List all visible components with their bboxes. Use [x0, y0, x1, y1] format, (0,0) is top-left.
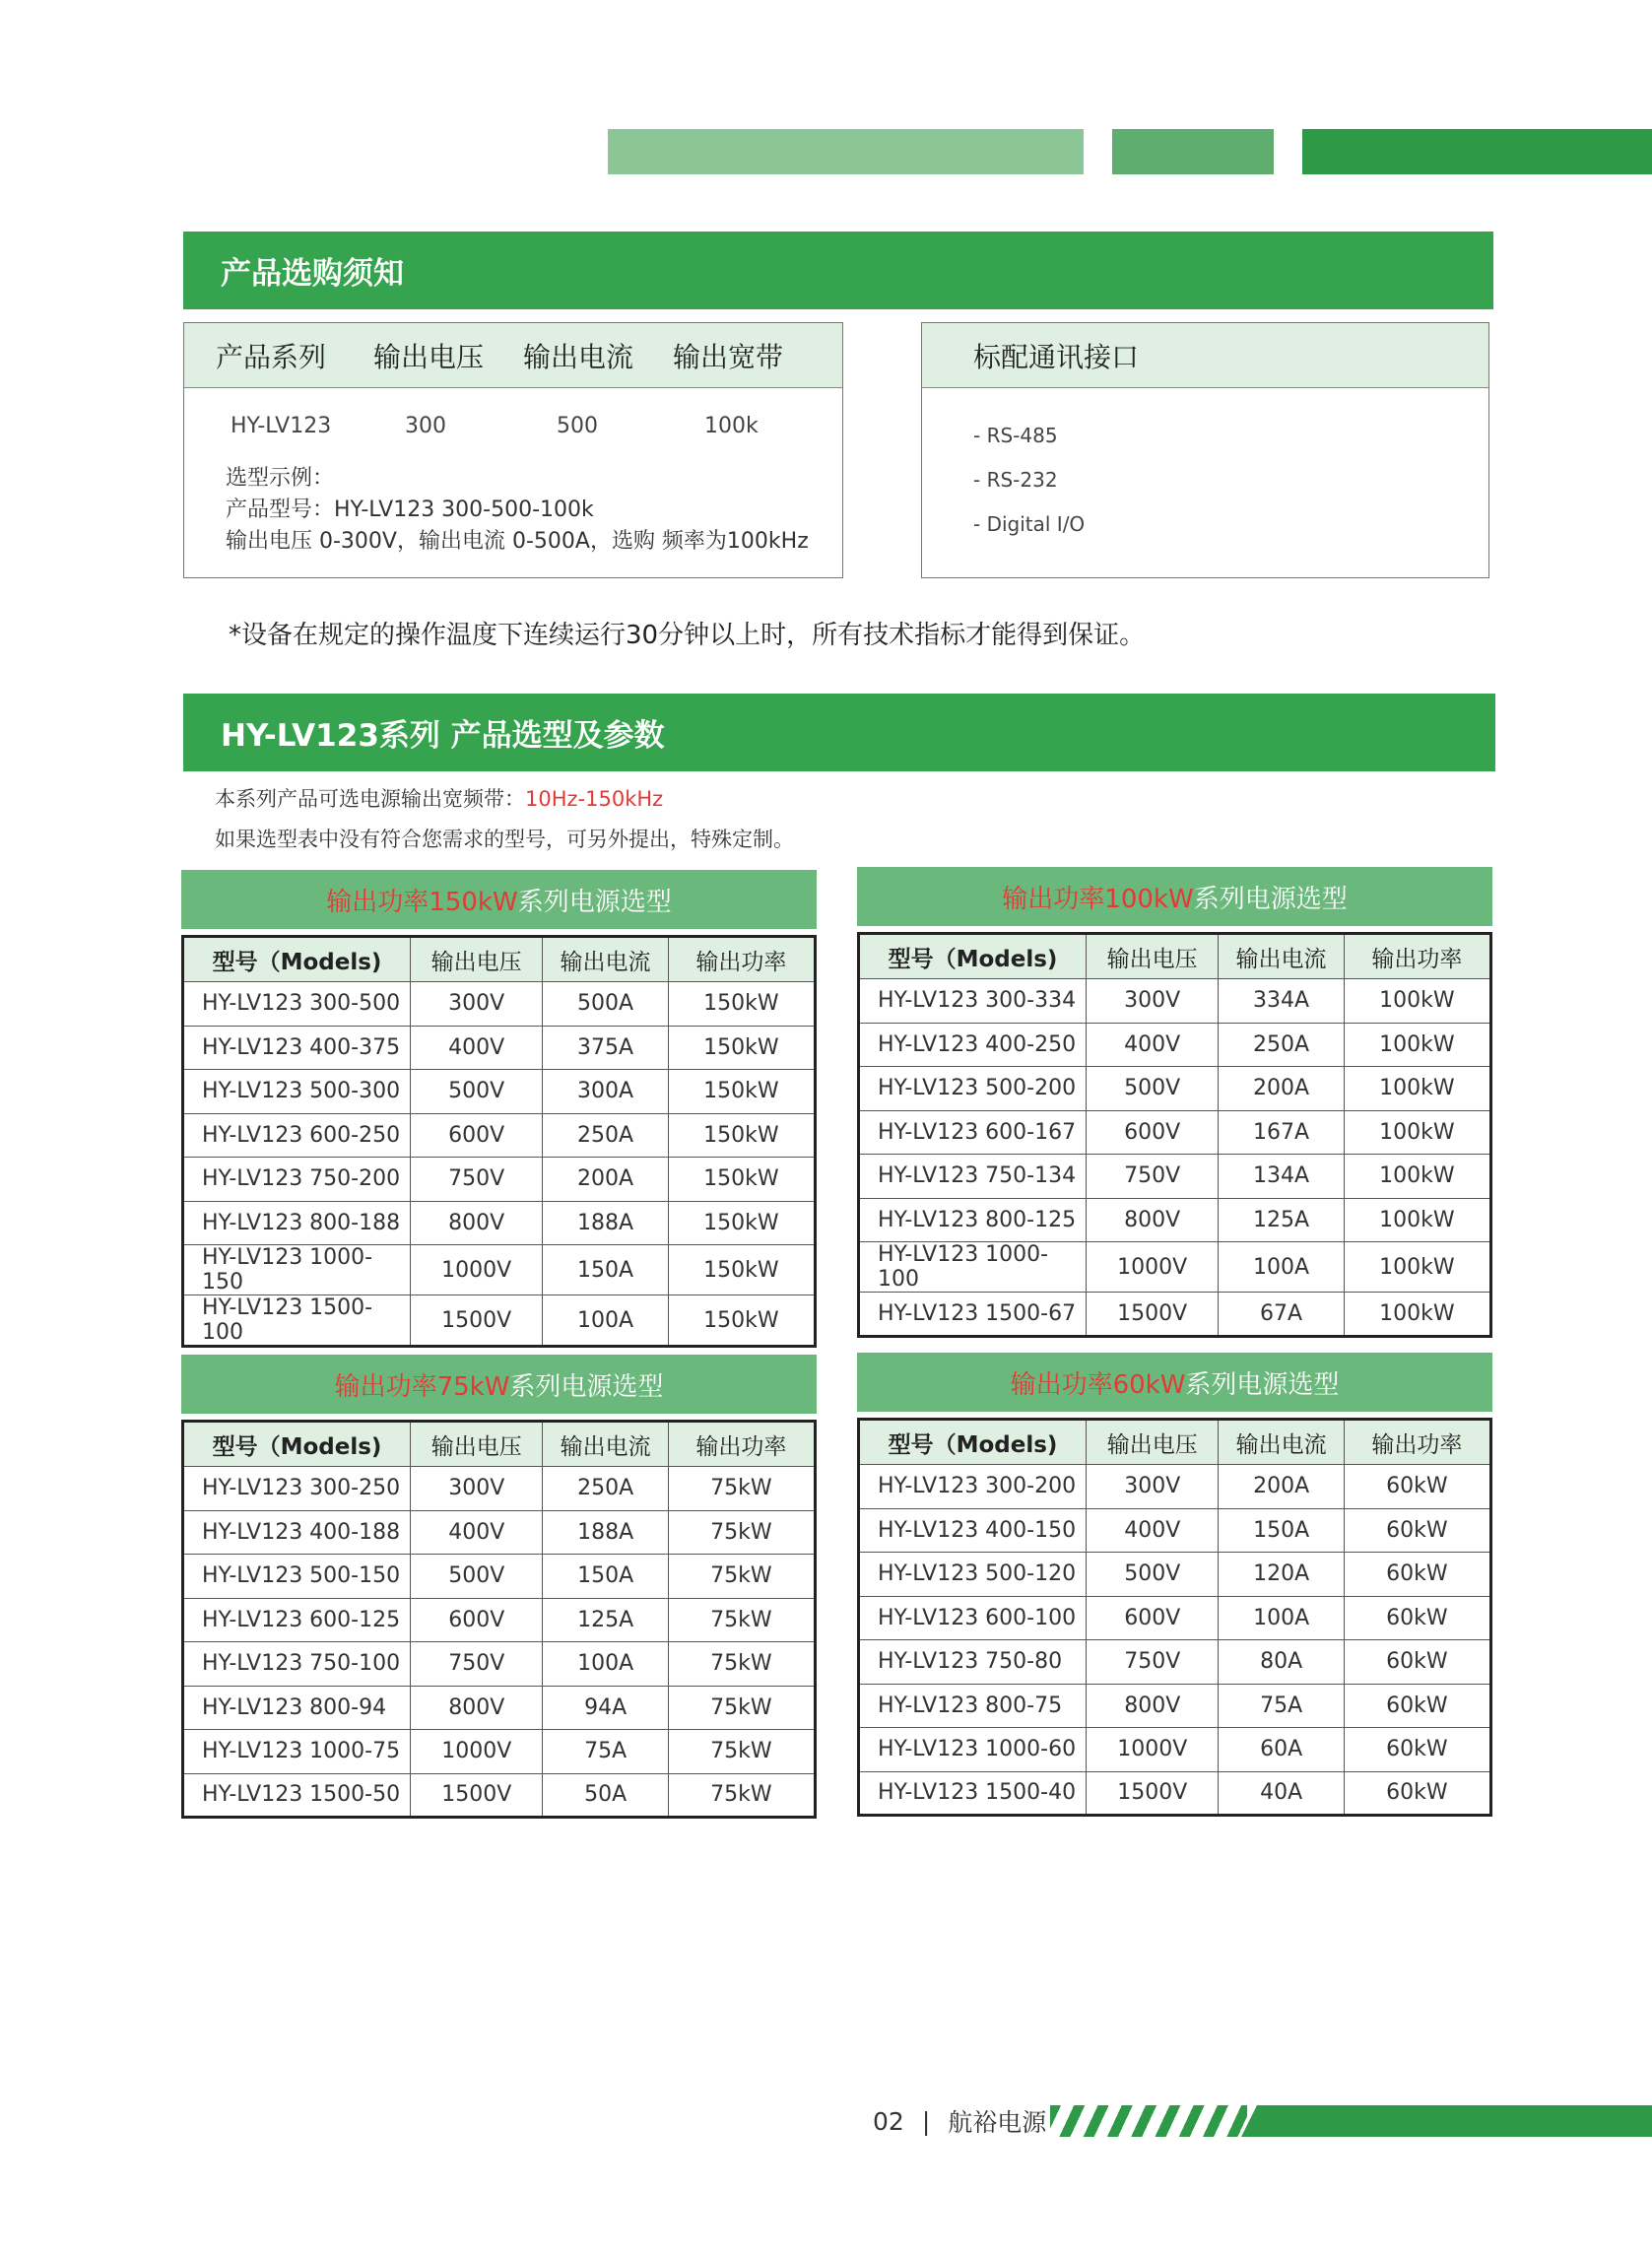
model-cell: HY-LV123 600-100	[859, 1596, 1087, 1640]
purchase-info-box	[183, 322, 843, 578]
selection-table-block	[857, 1353, 1492, 1817]
power-cell: 150kW	[668, 1245, 815, 1295]
power-cell: 100kW	[1344, 1242, 1490, 1293]
caption-series: 系列电源选型	[1193, 884, 1348, 914]
voltage-cell: 1000V	[411, 1730, 543, 1774]
table-row	[859, 1155, 1491, 1199]
power-cell: 75kW	[668, 1642, 815, 1687]
caption-power: 输出功率150kW	[326, 887, 518, 917]
selection-table	[181, 1420, 817, 1819]
current-cell: 60A	[1219, 1728, 1344, 1772]
table-row	[859, 1596, 1491, 1640]
power-cell: 100kW	[1344, 1023, 1490, 1067]
table-caption	[181, 870, 817, 929]
power-cell: 100kW	[1344, 1293, 1490, 1337]
table-caption	[857, 867, 1492, 926]
current-cell: 80A	[1219, 1640, 1344, 1685]
selection-example	[226, 463, 809, 558]
voltage-cell: 300V	[410, 982, 542, 1027]
model-cell: HY-LV123 750-200	[183, 1158, 411, 1202]
voltage-cell: 300V	[1086, 979, 1218, 1024]
current-cell: 500A	[543, 982, 668, 1027]
power-cell: 150kW	[668, 982, 815, 1027]
comm-item: - RS-485	[973, 424, 1058, 447]
decor-bar-dark	[1302, 129, 1652, 174]
table-header-row	[859, 934, 1491, 979]
column-header: 输出电流	[543, 1422, 668, 1467]
comm-interface-box	[921, 322, 1489, 578]
table-row	[183, 1510, 816, 1555]
table-row	[183, 1158, 816, 1202]
voltage-cell: 600V	[1086, 1110, 1218, 1155]
power-cell: 75kW	[668, 1686, 815, 1730]
current-cell: 134A	[1219, 1155, 1344, 1199]
caption-series: 系列电源选型	[1185, 1369, 1340, 1400]
table-row	[859, 979, 1491, 1024]
table-row	[183, 1467, 816, 1511]
voltage-cell: 1500V	[410, 1295, 542, 1347]
voltage-cell: 300V	[1087, 1465, 1219, 1509]
table-row	[183, 1686, 816, 1730]
model-cell: HY-LV123 1500-40	[859, 1771, 1087, 1816]
power-cell: 60kW	[1344, 1640, 1490, 1685]
voltage-cell: 400V	[1086, 1023, 1218, 1067]
power-cell: 60kW	[1344, 1771, 1490, 1816]
power-cell: 60kW	[1344, 1508, 1490, 1553]
table-row	[859, 1508, 1491, 1553]
section-title-purchase: 产品选购须知	[183, 232, 1493, 309]
model-cell: HY-LV123 600-167	[859, 1110, 1087, 1155]
model-cell: HY-LV123 600-250	[183, 1113, 411, 1158]
current-cell: 150A	[543, 1555, 668, 1599]
table-row	[859, 1110, 1491, 1155]
model-cell: HY-LV123 500-150	[183, 1555, 411, 1599]
comm-list	[973, 424, 1085, 557]
model-cell: HY-LV123 1000-60	[859, 1728, 1087, 1772]
voltage-cell: 750V	[411, 1642, 543, 1687]
column-header: 输出电流	[1219, 1420, 1344, 1465]
table-row	[183, 1555, 816, 1599]
table-row	[183, 1295, 816, 1347]
model-cell: HY-LV123 800-188	[183, 1201, 411, 1245]
table-row	[859, 1023, 1491, 1067]
value-bandwidth: 100k	[704, 414, 759, 438]
current-cell: 100A	[543, 1295, 668, 1347]
voltage-cell: 400V	[410, 1026, 542, 1070]
example-line: 选型示例：	[226, 466, 335, 491]
intro-bandwidth-range: 10Hz-150kHz	[525, 787, 664, 811]
current-cell: 300A	[543, 1070, 668, 1114]
model-cell: HY-LV123 1000-100	[859, 1242, 1087, 1293]
voltage-cell: 750V	[1087, 1640, 1219, 1685]
intro-bandwidth	[215, 783, 663, 813]
example-line: 产品型号：HY-LV123 300-500-100k	[226, 498, 594, 522]
power-cell: 75kW	[668, 1730, 815, 1774]
caption-power: 输出功率60kW	[1010, 1369, 1186, 1400]
decor-bar-light	[608, 129, 1084, 174]
current-cell: 67A	[1219, 1293, 1344, 1337]
caption-series: 系列电源选型	[509, 1371, 664, 1402]
table-row	[859, 1728, 1491, 1772]
current-cell: 167A	[1219, 1110, 1344, 1155]
section-title-selection: HY-LV123系列 产品选型及参数	[183, 694, 1495, 771]
operating-note: *设备在规定的操作温度下连续运行30分钟以上时，所有技术指标才能得到保证。	[229, 621, 1146, 650]
model-cell: HY-LV123 500-120	[859, 1553, 1087, 1597]
footer-brand: 航裕电源	[948, 2108, 1047, 2137]
selection-table	[181, 935, 817, 1348]
column-header: 输出功率	[1344, 934, 1490, 979]
current-cell: 125A	[1219, 1198, 1344, 1242]
column-header: 型号（Models)	[183, 937, 411, 982]
column-header: 输出电压	[411, 1422, 543, 1467]
current-cell: 75A	[1219, 1684, 1344, 1728]
table-row	[183, 1026, 816, 1070]
table-row	[183, 1245, 816, 1295]
column-header: 输出功率	[668, 1422, 815, 1467]
power-cell: 60kW	[1344, 1553, 1490, 1597]
table-header-row	[183, 937, 816, 982]
column-header: 输出电压	[1087, 1420, 1219, 1465]
power-cell: 60kW	[1344, 1684, 1490, 1728]
current-cell: 250A	[543, 1113, 668, 1158]
model-cell: HY-LV123 300-250	[183, 1467, 411, 1511]
column-header: 输出电流	[1219, 934, 1344, 979]
current-cell: 50A	[543, 1773, 668, 1818]
table-caption	[857, 1353, 1492, 1412]
selection-table-block	[181, 1355, 817, 1819]
current-cell: 75A	[543, 1730, 668, 1774]
column-header: 型号（Models)	[859, 934, 1087, 979]
model-cell: HY-LV123 1000-150	[183, 1245, 411, 1295]
table-row	[859, 1553, 1491, 1597]
current-cell: 125A	[543, 1598, 668, 1642]
footer-bar	[1241, 2105, 1652, 2137]
current-cell: 250A	[1219, 1023, 1344, 1067]
table-caption	[181, 1355, 817, 1414]
model-cell: HY-LV123 600-125	[183, 1598, 411, 1642]
model-cell: HY-LV123 500-300	[183, 1070, 411, 1114]
current-cell: 94A	[543, 1686, 668, 1730]
voltage-cell: 1500V	[1086, 1293, 1218, 1337]
purchase-header-row	[184, 323, 842, 388]
voltage-cell: 1500V	[411, 1773, 543, 1818]
voltage-cell: 1000V	[1086, 1242, 1218, 1293]
selection-table-block	[181, 870, 817, 1348]
caption-series: 系列电源选型	[517, 887, 672, 917]
current-cell: 200A	[1219, 1067, 1344, 1111]
table-row	[183, 1201, 816, 1245]
power-cell: 150kW	[668, 1295, 815, 1347]
current-cell: 120A	[1219, 1553, 1344, 1597]
voltage-cell: 1000V	[410, 1245, 542, 1295]
power-cell: 100kW	[1344, 979, 1490, 1024]
decor-bar-mid	[1112, 129, 1274, 174]
power-cell: 150kW	[668, 1113, 815, 1158]
model-cell: HY-LV123 300-500	[183, 982, 411, 1027]
voltage-cell: 500V	[1086, 1067, 1218, 1111]
column-header: 输出功率	[668, 937, 815, 982]
model-cell: HY-LV123 400-375	[183, 1026, 411, 1070]
current-cell: 100A	[543, 1642, 668, 1687]
table-row	[859, 1067, 1491, 1111]
value-series: HY-LV123	[231, 414, 332, 438]
comm-title: 标配通讯接口	[922, 323, 1488, 388]
current-cell: 100A	[1219, 1242, 1344, 1293]
power-cell: 100kW	[1344, 1155, 1490, 1199]
table-row	[183, 1113, 816, 1158]
voltage-cell: 400V	[1087, 1508, 1219, 1553]
voltage-cell: 500V	[1087, 1553, 1219, 1597]
voltage-cell: 750V	[1086, 1155, 1218, 1199]
footer	[873, 2103, 1046, 2139]
footer-separator: |	[921, 2106, 931, 2136]
header-bandwidth: 输出宽带	[673, 340, 784, 373]
power-cell: 150kW	[668, 1026, 815, 1070]
current-cell: 188A	[543, 1510, 668, 1555]
power-cell: 150kW	[668, 1070, 815, 1114]
model-cell: HY-LV123 400-188	[183, 1510, 411, 1555]
model-cell: HY-LV123 1000-75	[183, 1730, 411, 1774]
model-cell: HY-LV123 1500-100	[183, 1295, 411, 1347]
header-current: 输出电流	[523, 340, 634, 373]
header-voltage: 输出电压	[373, 340, 485, 373]
intro-bandwidth-text: 本系列产品可选电源输出宽频带：	[215, 787, 525, 811]
table-row	[183, 1598, 816, 1642]
model-cell: HY-LV123 400-150	[859, 1508, 1087, 1553]
power-cell: 100kW	[1344, 1198, 1490, 1242]
model-cell: HY-LV123 800-125	[859, 1198, 1087, 1242]
table-row	[183, 1642, 816, 1687]
column-header: 型号（Models)	[183, 1422, 411, 1467]
voltage-cell: 400V	[411, 1510, 543, 1555]
column-header: 型号（Models)	[859, 1420, 1087, 1465]
power-cell: 75kW	[668, 1773, 815, 1818]
model-cell: HY-LV123 1500-50	[183, 1773, 411, 1818]
current-cell: 188A	[543, 1201, 668, 1245]
current-cell: 250A	[543, 1467, 668, 1511]
table-header-row	[183, 1422, 816, 1467]
model-cell: HY-LV123 800-94	[183, 1686, 411, 1730]
current-cell: 100A	[1219, 1596, 1344, 1640]
table-row	[859, 1684, 1491, 1728]
table-row	[183, 1070, 816, 1114]
caption-power: 输出功率100kW	[1002, 884, 1194, 914]
model-cell: HY-LV123 500-200	[859, 1067, 1087, 1111]
power-cell: 150kW	[668, 1158, 815, 1202]
model-cell: HY-LV123 300-334	[859, 979, 1087, 1024]
voltage-cell: 500V	[411, 1555, 543, 1599]
current-cell: 200A	[543, 1158, 668, 1202]
model-cell: HY-LV123 300-200	[859, 1465, 1087, 1509]
voltage-cell: 1000V	[1087, 1728, 1219, 1772]
power-cell: 75kW	[668, 1555, 815, 1599]
table-row	[859, 1242, 1491, 1293]
table-row	[183, 982, 816, 1027]
voltage-cell: 600V	[411, 1598, 543, 1642]
table-row	[859, 1198, 1491, 1242]
column-header: 输出电压	[1086, 934, 1218, 979]
power-cell: 60kW	[1344, 1728, 1490, 1772]
footer-stripes	[1050, 2105, 1247, 2137]
voltage-cell: 600V	[1087, 1596, 1219, 1640]
model-cell: HY-LV123 800-75	[859, 1684, 1087, 1728]
table-header-row	[859, 1420, 1491, 1465]
model-cell: HY-LV123 750-100	[183, 1642, 411, 1687]
current-cell: 200A	[1219, 1465, 1344, 1509]
page-number: 02	[873, 2106, 904, 2136]
selection-table	[857, 932, 1492, 1338]
column-header: 输出功率	[1344, 1420, 1490, 1465]
caption-power: 输出功率75kW	[334, 1371, 510, 1402]
column-header: 输出电压	[410, 937, 542, 982]
voltage-cell: 600V	[410, 1113, 542, 1158]
voltage-cell: 750V	[410, 1158, 542, 1202]
current-cell: 375A	[543, 1026, 668, 1070]
power-cell: 150kW	[668, 1201, 815, 1245]
table-row	[859, 1771, 1491, 1816]
voltage-cell: 800V	[1087, 1684, 1219, 1728]
header-series: 产品系列	[216, 340, 327, 373]
voltage-cell: 300V	[411, 1467, 543, 1511]
power-cell: 75kW	[668, 1598, 815, 1642]
table-row	[859, 1465, 1491, 1509]
power-cell: 75kW	[668, 1467, 815, 1511]
model-cell: HY-LV123 400-250	[859, 1023, 1087, 1067]
power-cell: 60kW	[1344, 1465, 1490, 1509]
power-cell: 100kW	[1344, 1067, 1490, 1111]
table-row	[183, 1730, 816, 1774]
table-row	[859, 1640, 1491, 1685]
current-cell: 40A	[1219, 1771, 1344, 1816]
selection-table	[857, 1418, 1492, 1817]
column-header: 输出电流	[543, 937, 668, 982]
value-voltage: 300	[405, 414, 446, 438]
comm-item: - Digital I/O	[973, 512, 1086, 536]
table-row	[183, 1773, 816, 1818]
model-cell: HY-LV123 750-134	[859, 1155, 1087, 1199]
voltage-cell: 800V	[410, 1201, 542, 1245]
power-cell: 60kW	[1344, 1596, 1490, 1640]
intro-custom: 如果选型表中没有符合您需求的型号，可另外提出，特殊定制。	[215, 828, 794, 851]
voltage-cell: 800V	[411, 1686, 543, 1730]
selection-table-block	[857, 867, 1492, 1338]
current-cell: 150A	[1219, 1508, 1344, 1553]
example-line: 输出电压 0-300V，输出电流 0-500A，选购 频率为100kHz	[226, 529, 809, 554]
voltage-cell: 800V	[1086, 1198, 1218, 1242]
voltage-cell: 1500V	[1087, 1771, 1219, 1816]
model-cell: HY-LV123 1500-67	[859, 1293, 1087, 1337]
table-row	[859, 1293, 1491, 1337]
power-cell: 75kW	[668, 1510, 815, 1555]
value-current: 500	[557, 414, 598, 438]
comm-item: - RS-232	[973, 468, 1058, 492]
voltage-cell: 500V	[410, 1070, 542, 1114]
power-cell: 100kW	[1344, 1110, 1490, 1155]
current-cell: 150A	[543, 1245, 668, 1295]
current-cell: 334A	[1219, 979, 1344, 1024]
model-cell: HY-LV123 750-80	[859, 1640, 1087, 1685]
